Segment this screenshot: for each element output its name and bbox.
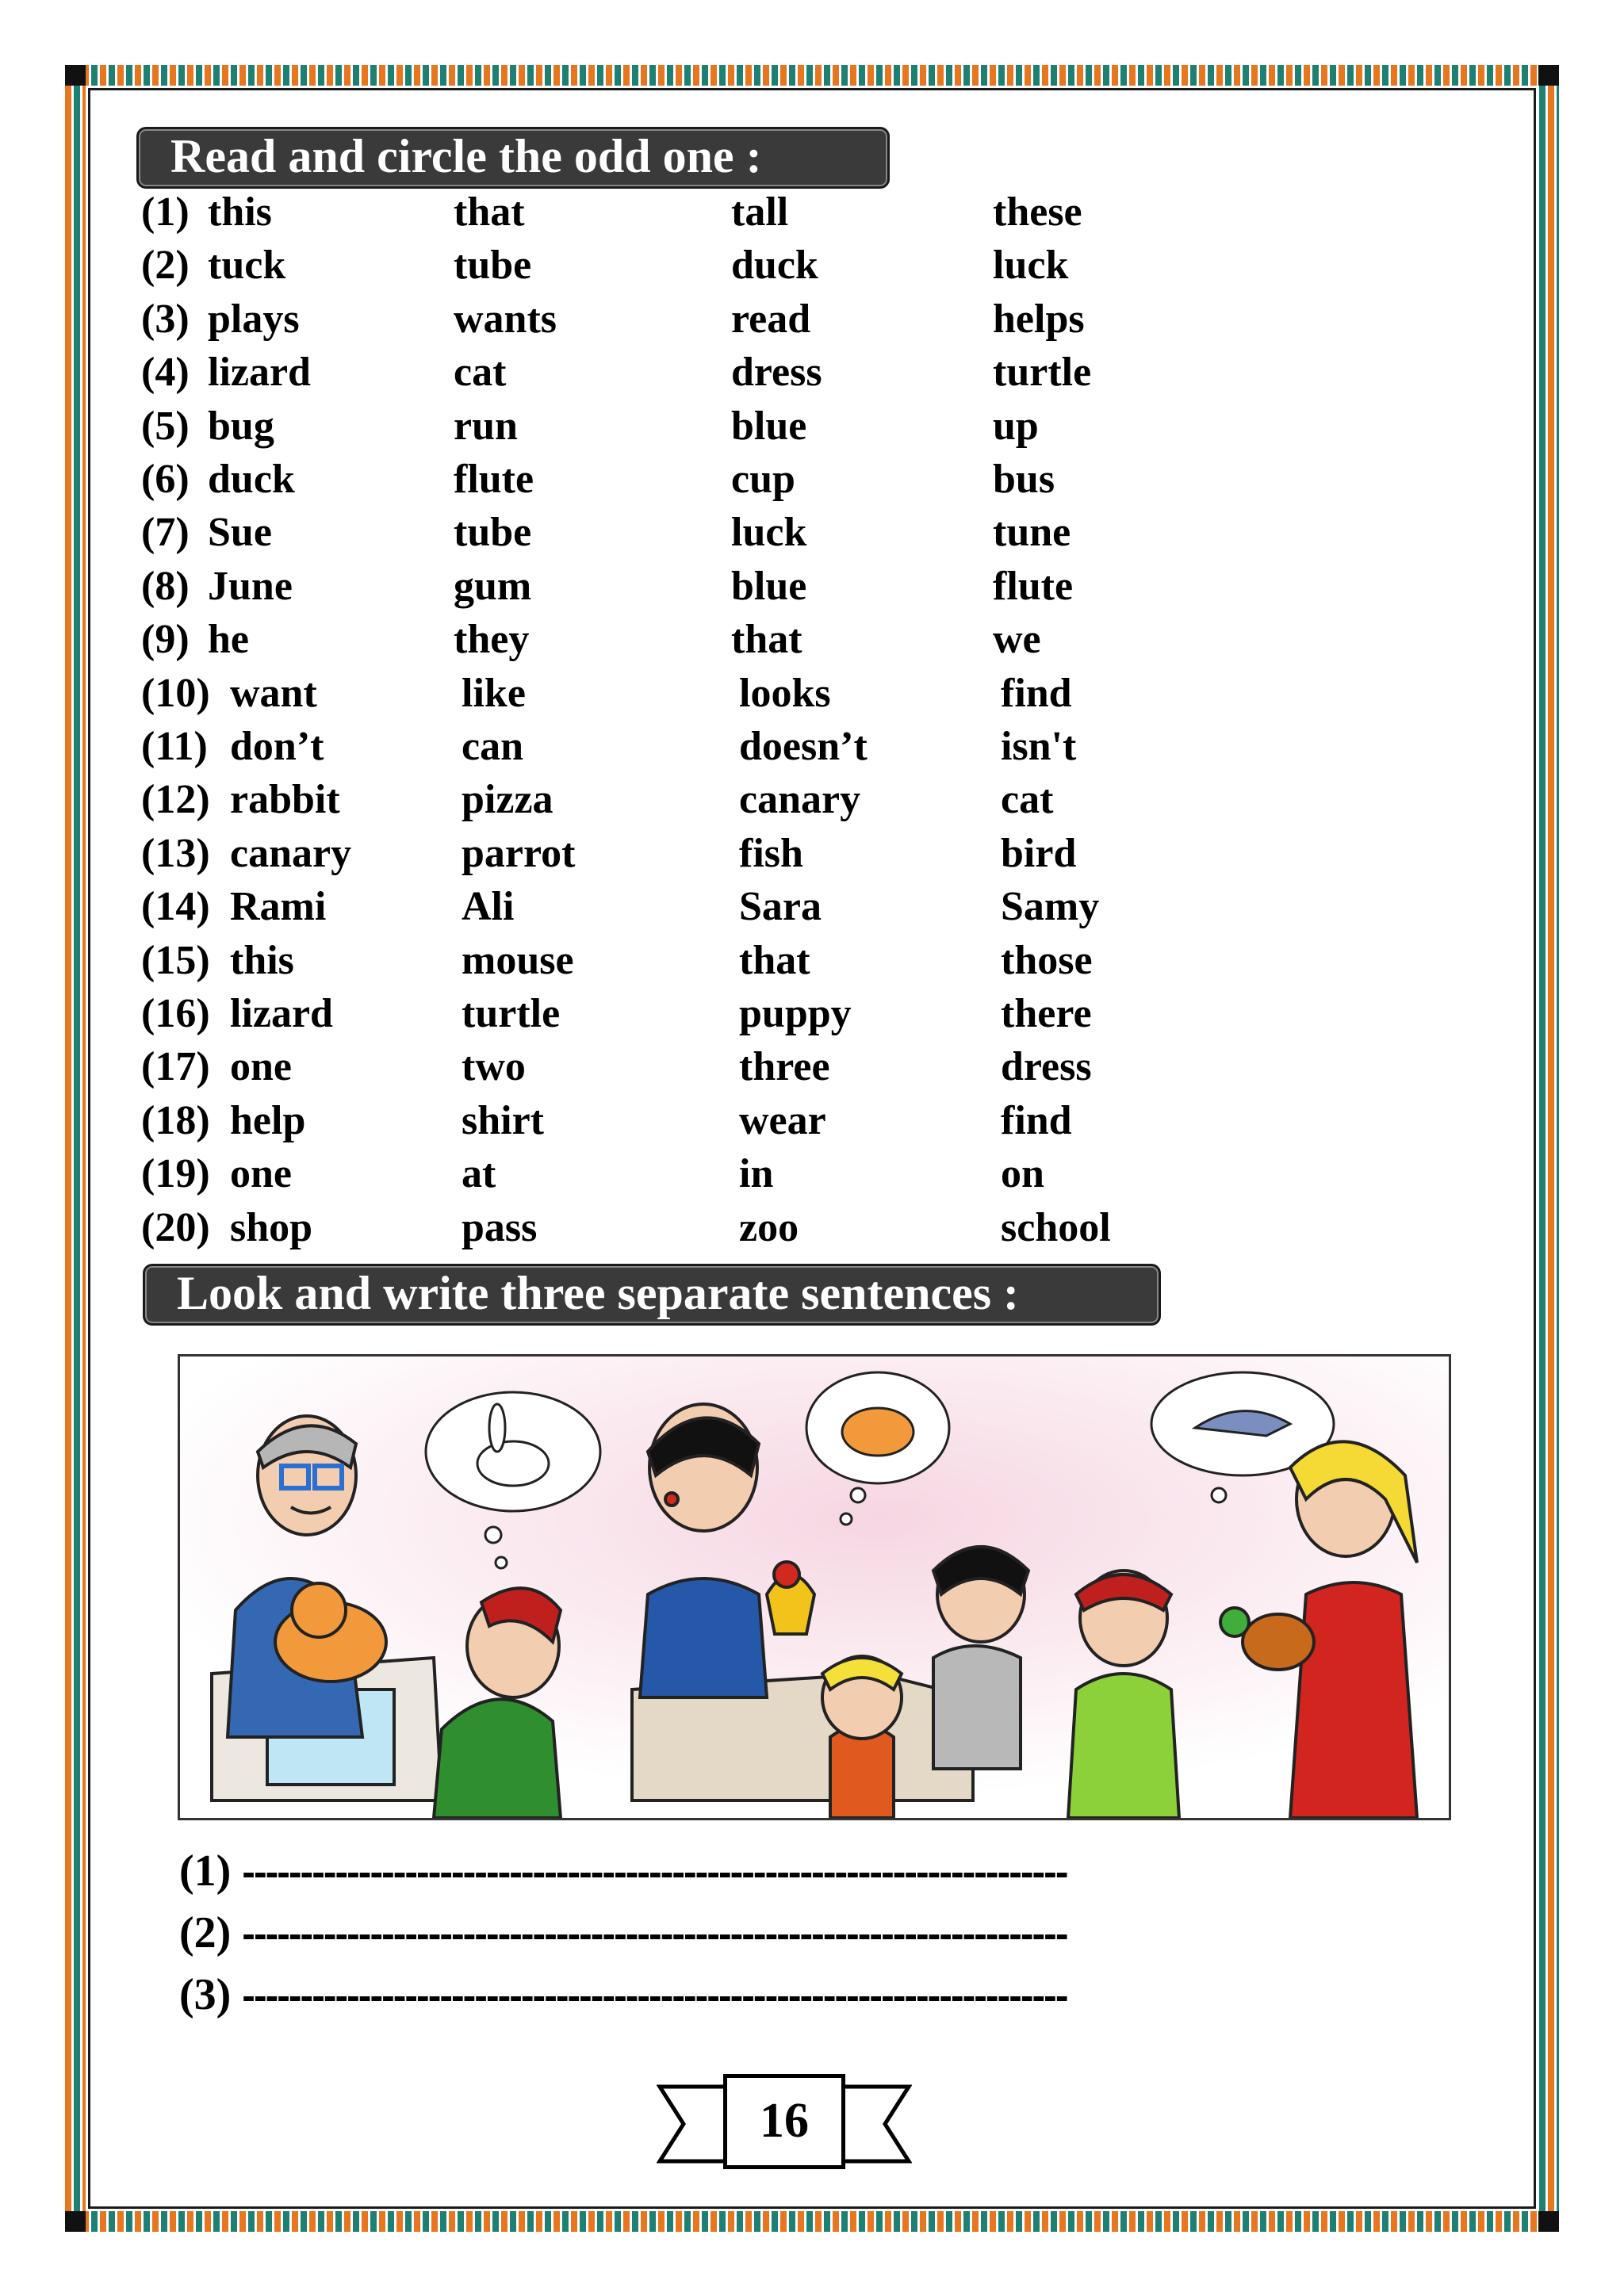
- row-number: (7): [141, 510, 190, 556]
- word-option[interactable]: shop: [230, 1204, 313, 1250]
- word-option[interactable]: school: [1001, 1204, 1111, 1250]
- row-number: (20): [141, 1204, 210, 1250]
- word-option[interactable]: like: [462, 670, 526, 716]
- word-option[interactable]: this: [208, 189, 272, 235]
- word-option[interactable]: cup: [731, 457, 795, 502]
- row-number: (11): [141, 724, 208, 769]
- word-option[interactable]: these: [993, 189, 1082, 235]
- word-option[interactable]: turtle: [993, 350, 1092, 396]
- word-option[interactable]: Sue: [208, 510, 272, 556]
- row-number: (4): [141, 350, 190, 396]
- row-number: (13): [141, 830, 210, 876]
- word-option[interactable]: one: [230, 1044, 292, 1090]
- word-option[interactable]: find: [1001, 670, 1072, 716]
- word-option[interactable]: fish: [739, 830, 803, 876]
- word-option[interactable]: looks: [739, 670, 831, 716]
- word-option[interactable]: tuck: [208, 243, 286, 289]
- word-option[interactable]: we: [993, 617, 1041, 663]
- word-option[interactable]: pass: [462, 1204, 538, 1250]
- word-option[interactable]: dress: [1001, 1044, 1092, 1090]
- word-option[interactable]: lizard: [208, 350, 311, 396]
- answer-line-number: (3): [179, 1970, 232, 2019]
- pet-shop-illustration: [178, 1354, 1451, 1820]
- word-option[interactable]: shirt: [462, 1097, 544, 1143]
- section-heading-banner: [143, 1264, 1161, 1326]
- word-option[interactable]: flute: [993, 563, 1074, 609]
- row-number: (19): [141, 1151, 210, 1197]
- row-number: (17): [141, 1044, 210, 1090]
- word-option[interactable]: dress: [731, 350, 822, 396]
- row-number: (12): [141, 777, 210, 823]
- row-number: (1): [141, 189, 190, 235]
- word-option[interactable]: cat: [454, 350, 507, 396]
- word-option[interactable]: on: [1001, 1151, 1044, 1197]
- word-option[interactable]: puppy: [739, 991, 852, 1036]
- word-option[interactable]: blue: [731, 563, 807, 609]
- answer-line[interactable]: [179, 1908, 1067, 1959]
- section-heading-banner: [136, 127, 890, 189]
- word-option[interactable]: can: [462, 724, 523, 769]
- word-option[interactable]: pizza: [462, 777, 553, 823]
- word-option[interactable]: that: [454, 189, 525, 235]
- word-option[interactable]: find: [1001, 1097, 1072, 1143]
- word-option[interactable]: zoo: [739, 1204, 799, 1250]
- answer-blank[interactable]: -----------------------------------------------------------------------: [242, 1911, 1067, 1956]
- word-option[interactable]: tune: [993, 510, 1071, 556]
- section-heading: Look and write three separate sentences :: [177, 1267, 1020, 1320]
- row-number: (14): [141, 884, 210, 930]
- word-option[interactable]: Samy: [1001, 884, 1100, 930]
- word-option[interactable]: help: [230, 1097, 306, 1143]
- word-option[interactable]: blue: [731, 403, 807, 449]
- row-number: (8): [141, 563, 190, 609]
- border-corner: [1538, 65, 1559, 86]
- row-number: (15): [141, 937, 210, 983]
- word-option[interactable]: June: [208, 563, 293, 609]
- word-option[interactable]: there: [1001, 991, 1092, 1036]
- word-option[interactable]: duck: [731, 243, 818, 289]
- word-option[interactable]: three: [739, 1044, 830, 1090]
- word-option[interactable]: flute: [454, 457, 534, 502]
- word-option[interactable]: canary: [230, 830, 352, 876]
- word-option[interactable]: run: [454, 403, 518, 449]
- word-option[interactable]: mouse: [462, 937, 574, 983]
- word-option[interactable]: isn't: [1001, 724, 1077, 769]
- word-option[interactable]: tube: [454, 243, 532, 289]
- row-number: (2): [141, 243, 190, 289]
- word-option[interactable]: one: [230, 1151, 292, 1197]
- border-corner: [65, 65, 86, 86]
- word-option[interactable]: duck: [208, 457, 295, 502]
- border-corner: [65, 2211, 86, 2232]
- word-option[interactable]: they: [454, 617, 530, 663]
- border-corner: [1538, 2211, 1559, 2232]
- answer-blank[interactable]: -----------------------------------------------------------------------: [242, 1850, 1067, 1894]
- word-option[interactable]: parrot: [462, 830, 576, 876]
- word-option[interactable]: luck: [993, 243, 1069, 289]
- row-number: (6): [141, 457, 190, 502]
- word-option[interactable]: don’t: [230, 724, 324, 769]
- word-option[interactable]: bird: [1001, 830, 1077, 876]
- word-option[interactable]: in: [739, 1151, 774, 1197]
- row-number: (9): [141, 617, 190, 663]
- word-option[interactable]: bug: [208, 403, 274, 449]
- row-number: (10): [141, 670, 210, 716]
- word-option[interactable]: tube: [454, 510, 532, 556]
- word-option[interactable]: two: [462, 1044, 526, 1090]
- word-option[interactable]: that: [739, 937, 810, 983]
- word-option[interactable]: read: [731, 296, 811, 342]
- word-option[interactable]: Sara: [739, 884, 822, 930]
- word-option[interactable]: rabbit: [230, 777, 340, 823]
- word-option[interactable]: canary: [739, 777, 861, 823]
- word-option[interactable]: bus: [993, 457, 1055, 502]
- answer-line-number: (2): [179, 1908, 232, 1957]
- word-option[interactable]: lizard: [230, 991, 333, 1036]
- word-option[interactable]: gum: [454, 563, 532, 609]
- answer-line[interactable]: [179, 1969, 1067, 2021]
- word-option[interactable]: Rami: [230, 884, 327, 930]
- section-heading: Read and circle the odd one :: [170, 130, 762, 183]
- word-option[interactable]: cat: [1001, 777, 1054, 823]
- word-option[interactable]: wants: [454, 296, 557, 342]
- word-option[interactable]: at: [462, 1151, 496, 1197]
- word-option[interactable]: doesn’t: [739, 724, 868, 769]
- word-option[interactable]: Ali: [462, 884, 515, 930]
- word-option[interactable]: that: [731, 617, 802, 663]
- word-option[interactable]: he: [208, 617, 249, 663]
- word-option[interactable]: this: [230, 937, 294, 983]
- word-option[interactable]: luck: [731, 510, 807, 556]
- row-number: (16): [141, 991, 210, 1036]
- page-number: 16: [723, 2074, 845, 2169]
- word-option[interactable]: want: [230, 670, 317, 716]
- word-option[interactable]: helps: [993, 296, 1085, 342]
- word-option[interactable]: those: [1001, 937, 1093, 983]
- row-number: (5): [141, 403, 190, 449]
- word-option[interactable]: up: [993, 403, 1039, 449]
- row-number: (18): [141, 1097, 210, 1143]
- word-option[interactable]: tall: [731, 189, 789, 235]
- row-number: (3): [141, 296, 190, 342]
- answer-line[interactable]: [179, 1846, 1067, 1897]
- answer-blank[interactable]: -----------------------------------------------------------------------: [242, 1973, 1067, 2018]
- word-option[interactable]: plays: [208, 296, 300, 342]
- word-option[interactable]: turtle: [462, 991, 561, 1036]
- answer-line-number: (1): [179, 1846, 232, 1896]
- word-option[interactable]: wear: [739, 1097, 826, 1143]
